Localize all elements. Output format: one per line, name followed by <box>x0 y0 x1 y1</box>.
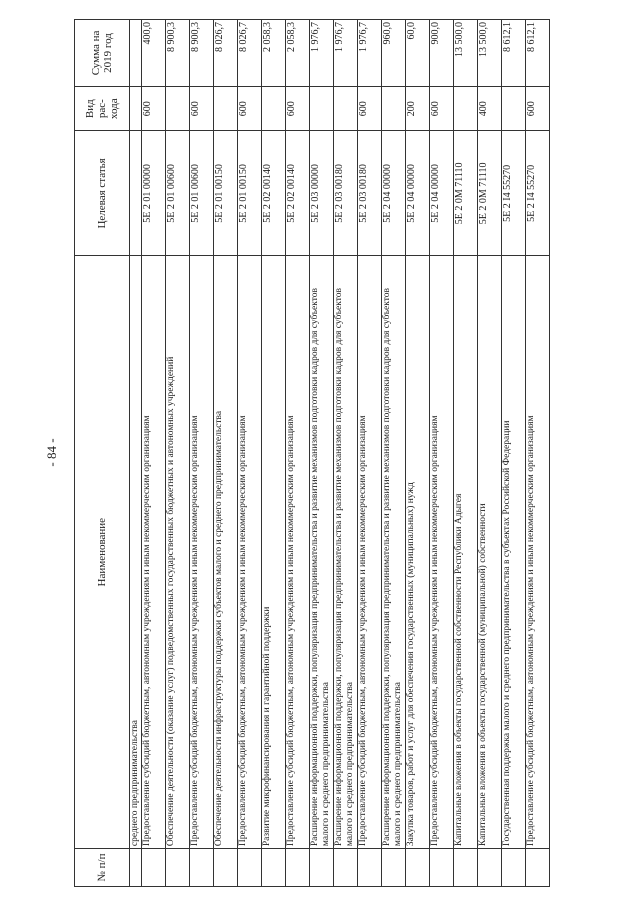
row-no-cell <box>502 849 526 887</box>
row-vid-cell <box>262 86 286 131</box>
table-row <box>166 20 190 887</box>
table-row <box>502 20 526 887</box>
row-article-cell: 5Е 2 01 00150 <box>238 131 262 256</box>
row-article-cell: 5Е 2 01 00600 <box>166 131 190 256</box>
row-article-cell: 5Е 2 02 00140 <box>286 131 310 256</box>
row-no-cell <box>238 849 262 887</box>
row-name-cell: Расширение информационной поддержки, популяризация предпринимательства и развитие механизмов подготовки кадров для субъектов малого и среднего предпринимательства <box>382 256 406 849</box>
row-vid-cell: 200 <box>406 86 430 131</box>
row-no-cell <box>130 849 142 887</box>
row-sum-cell: 8 900,3 <box>166 20 190 87</box>
row-vid-cell <box>502 86 526 131</box>
row-article-cell: 5Е 2 01 00000 <box>142 131 166 256</box>
header-article: Целевая статья <box>75 131 130 256</box>
row-name-cell: Предоставление субсидий бюджетным, автономным учреждениям и иным некоммерческим организациям <box>358 256 382 849</box>
row-article-cell: 5Е 2 01 00150 <box>214 131 238 256</box>
table-header-row <box>75 20 130 887</box>
table-row <box>286 20 310 887</box>
row-sum-cell: 13 500,0 <box>478 20 502 87</box>
row-vid-cell: 600 <box>358 86 382 131</box>
row-no-cell <box>478 849 502 887</box>
row-vid-cell <box>382 86 406 131</box>
row-vid-cell: 600 <box>430 86 454 131</box>
table-body <box>130 20 550 887</box>
row-article-cell: 5Е 2 03 00180 <box>358 131 382 256</box>
header-no: № п/п <box>75 849 130 887</box>
row-name-cell: среднего предпринимательства <box>130 256 142 849</box>
row-vid-cell: 600 <box>142 86 166 131</box>
row-article-cell: 5Е 2 0М 71110 <box>454 131 478 256</box>
row-sum-cell: 13 500,0 <box>454 20 478 87</box>
row-vid-cell: 400 <box>478 86 502 131</box>
row-sum-cell: 8 900,3 <box>190 20 214 87</box>
row-vid-cell <box>130 86 142 131</box>
row-vid-cell <box>310 86 334 131</box>
row-name-cell: Предоставление субсидий бюджетным, автономным учреждениям и иным некоммерческим организациям <box>238 256 262 849</box>
table-row <box>334 20 358 887</box>
row-no-cell <box>214 849 238 887</box>
row-no-cell <box>166 849 190 887</box>
table-row <box>454 20 478 887</box>
row-article-cell: 5Е 2 01 00600 <box>190 131 214 256</box>
row-no-cell <box>382 849 406 887</box>
row-sum-cell: 60,0 <box>406 20 430 87</box>
row-vid-cell <box>334 86 358 131</box>
row-article-cell: 5Е 2 02 00140 <box>262 131 286 256</box>
row-vid-cell <box>214 86 238 131</box>
row-name-cell: Государственная поддержка малого и среднего предпринимательства в субъектах Российской Федерации <box>502 256 526 849</box>
row-name-cell: Обеспечение деятельности инфраструктуры поддержки субъектов малого и среднего предпринимательства <box>214 256 238 849</box>
row-article-cell: 5Е 2 04 00000 <box>382 131 406 256</box>
row-sum-cell: 1 976,7 <box>334 20 358 87</box>
row-sum-cell: 8 026,7 <box>214 20 238 87</box>
row-sum-cell: 2 058,3 <box>286 20 310 87</box>
row-article-cell: 5Е 2 I4 55270 <box>502 131 526 256</box>
table-row <box>526 20 550 887</box>
table-row <box>190 20 214 887</box>
row-sum-cell: 1 976,7 <box>358 20 382 87</box>
row-article-cell: 5Е 2 03 00180 <box>334 131 358 256</box>
table-row <box>142 20 166 887</box>
row-no-cell <box>430 849 454 887</box>
row-vid-cell <box>166 86 190 131</box>
row-no-cell <box>358 849 382 887</box>
row-sum-cell: 2 058,3 <box>262 20 286 87</box>
row-sum-cell: 8 026,7 <box>238 20 262 87</box>
table-row <box>478 20 502 887</box>
row-vid-cell: 600 <box>238 86 262 131</box>
row-vid-cell: 600 <box>286 86 310 131</box>
row-article-cell: 5Е 2 03 00000 <box>310 131 334 256</box>
row-no-cell <box>310 849 334 887</box>
row-article-cell: 5Е 2 04 00000 <box>406 131 430 256</box>
row-sum-cell: 8 612,1 <box>526 20 550 87</box>
row-no-cell <box>142 849 166 887</box>
row-name-cell: Предоставление субсидий бюджетным, автономным учреждениям и иным некоммерческим организациям <box>190 256 214 849</box>
row-name-cell: Капитальные вложения в объекты государственной собственности Республики Адыгея <box>454 256 478 849</box>
row-no-cell <box>406 849 430 887</box>
table-row <box>358 20 382 887</box>
row-sum-cell <box>130 20 142 87</box>
table-row <box>214 20 238 887</box>
row-sum-cell: 1 976,7 <box>310 20 334 87</box>
row-no-cell <box>334 849 358 887</box>
table-row <box>382 20 406 887</box>
row-sum-cell: 900,0 <box>430 20 454 87</box>
row-article-cell: 5Е 2 04 00000 <box>430 131 454 256</box>
header-vid: Вид рас-хода <box>75 86 130 131</box>
page-number: - 84 - <box>44 438 59 467</box>
table-row <box>406 20 430 887</box>
row-name-cell: Предоставление субсидий бюджетным, автономным учреждениям и иным некоммерческим организациям <box>526 256 550 849</box>
row-vid-cell: 600 <box>190 86 214 131</box>
row-no-cell <box>454 849 478 887</box>
budget-table <box>74 19 550 887</box>
header-sum: Сумма на 2019 год <box>75 20 130 87</box>
row-sum-cell: 8 612,1 <box>502 20 526 87</box>
row-name-cell: Обеспечение деятельности (оказание услуг) подведомственных государственных бюджетных и автономных учреждений <box>166 256 190 849</box>
row-name-cell: Предоставление субсидий бюджетным, автономным учреждениям и иным некоммерческим организациям <box>142 256 166 849</box>
row-no-cell <box>190 849 214 887</box>
row-name-cell: Предоставление субсидий бюджетным, автономным учреждениям и иным некоммерческим организациям <box>286 256 310 849</box>
row-name-cell: Предоставление субсидий бюджетным, автономным учреждениям и иным некоммерческим организациям <box>430 256 454 849</box>
row-name-cell: Закупка товаров, работ и услуг для обеспечения государственных (муниципальных) нужд <box>406 256 430 849</box>
row-article-cell <box>130 131 142 256</box>
row-article-cell: 5Е 2 I4 55270 <box>526 131 550 256</box>
row-vid-cell <box>454 86 478 131</box>
row-no-cell <box>286 849 310 887</box>
header-name: Наименование <box>75 256 130 849</box>
row-name-cell: Развитие микрофинансирования и гарантийной поддержки <box>262 256 286 849</box>
table-row <box>130 20 142 887</box>
table-row <box>238 20 262 887</box>
row-vid-cell: 600 <box>526 86 550 131</box>
row-name-cell: Расширение информационной поддержки, популяризация предпринимательства и развитие механизмов подготовки кадров для субъектов малого и среднего предпринимательства <box>334 256 358 849</box>
table-row <box>430 20 454 887</box>
row-article-cell: 5Е 2 0М 71110 <box>478 131 502 256</box>
row-sum-cell: 400,0 <box>142 20 166 87</box>
row-no-cell <box>262 849 286 887</box>
row-name-cell: Капитальные вложения в объекты государственной (муниципальной) собственности <box>478 256 502 849</box>
row-name-cell: Расширение информационной поддержки, популяризация предпринимательства и развитие механизмов подготовки кадров для субъектов малого и среднего предпринимательства <box>310 256 334 849</box>
row-no-cell <box>526 849 550 887</box>
row-sum-cell: 960,0 <box>382 20 406 87</box>
table-row <box>310 20 334 887</box>
table-row <box>262 20 286 887</box>
